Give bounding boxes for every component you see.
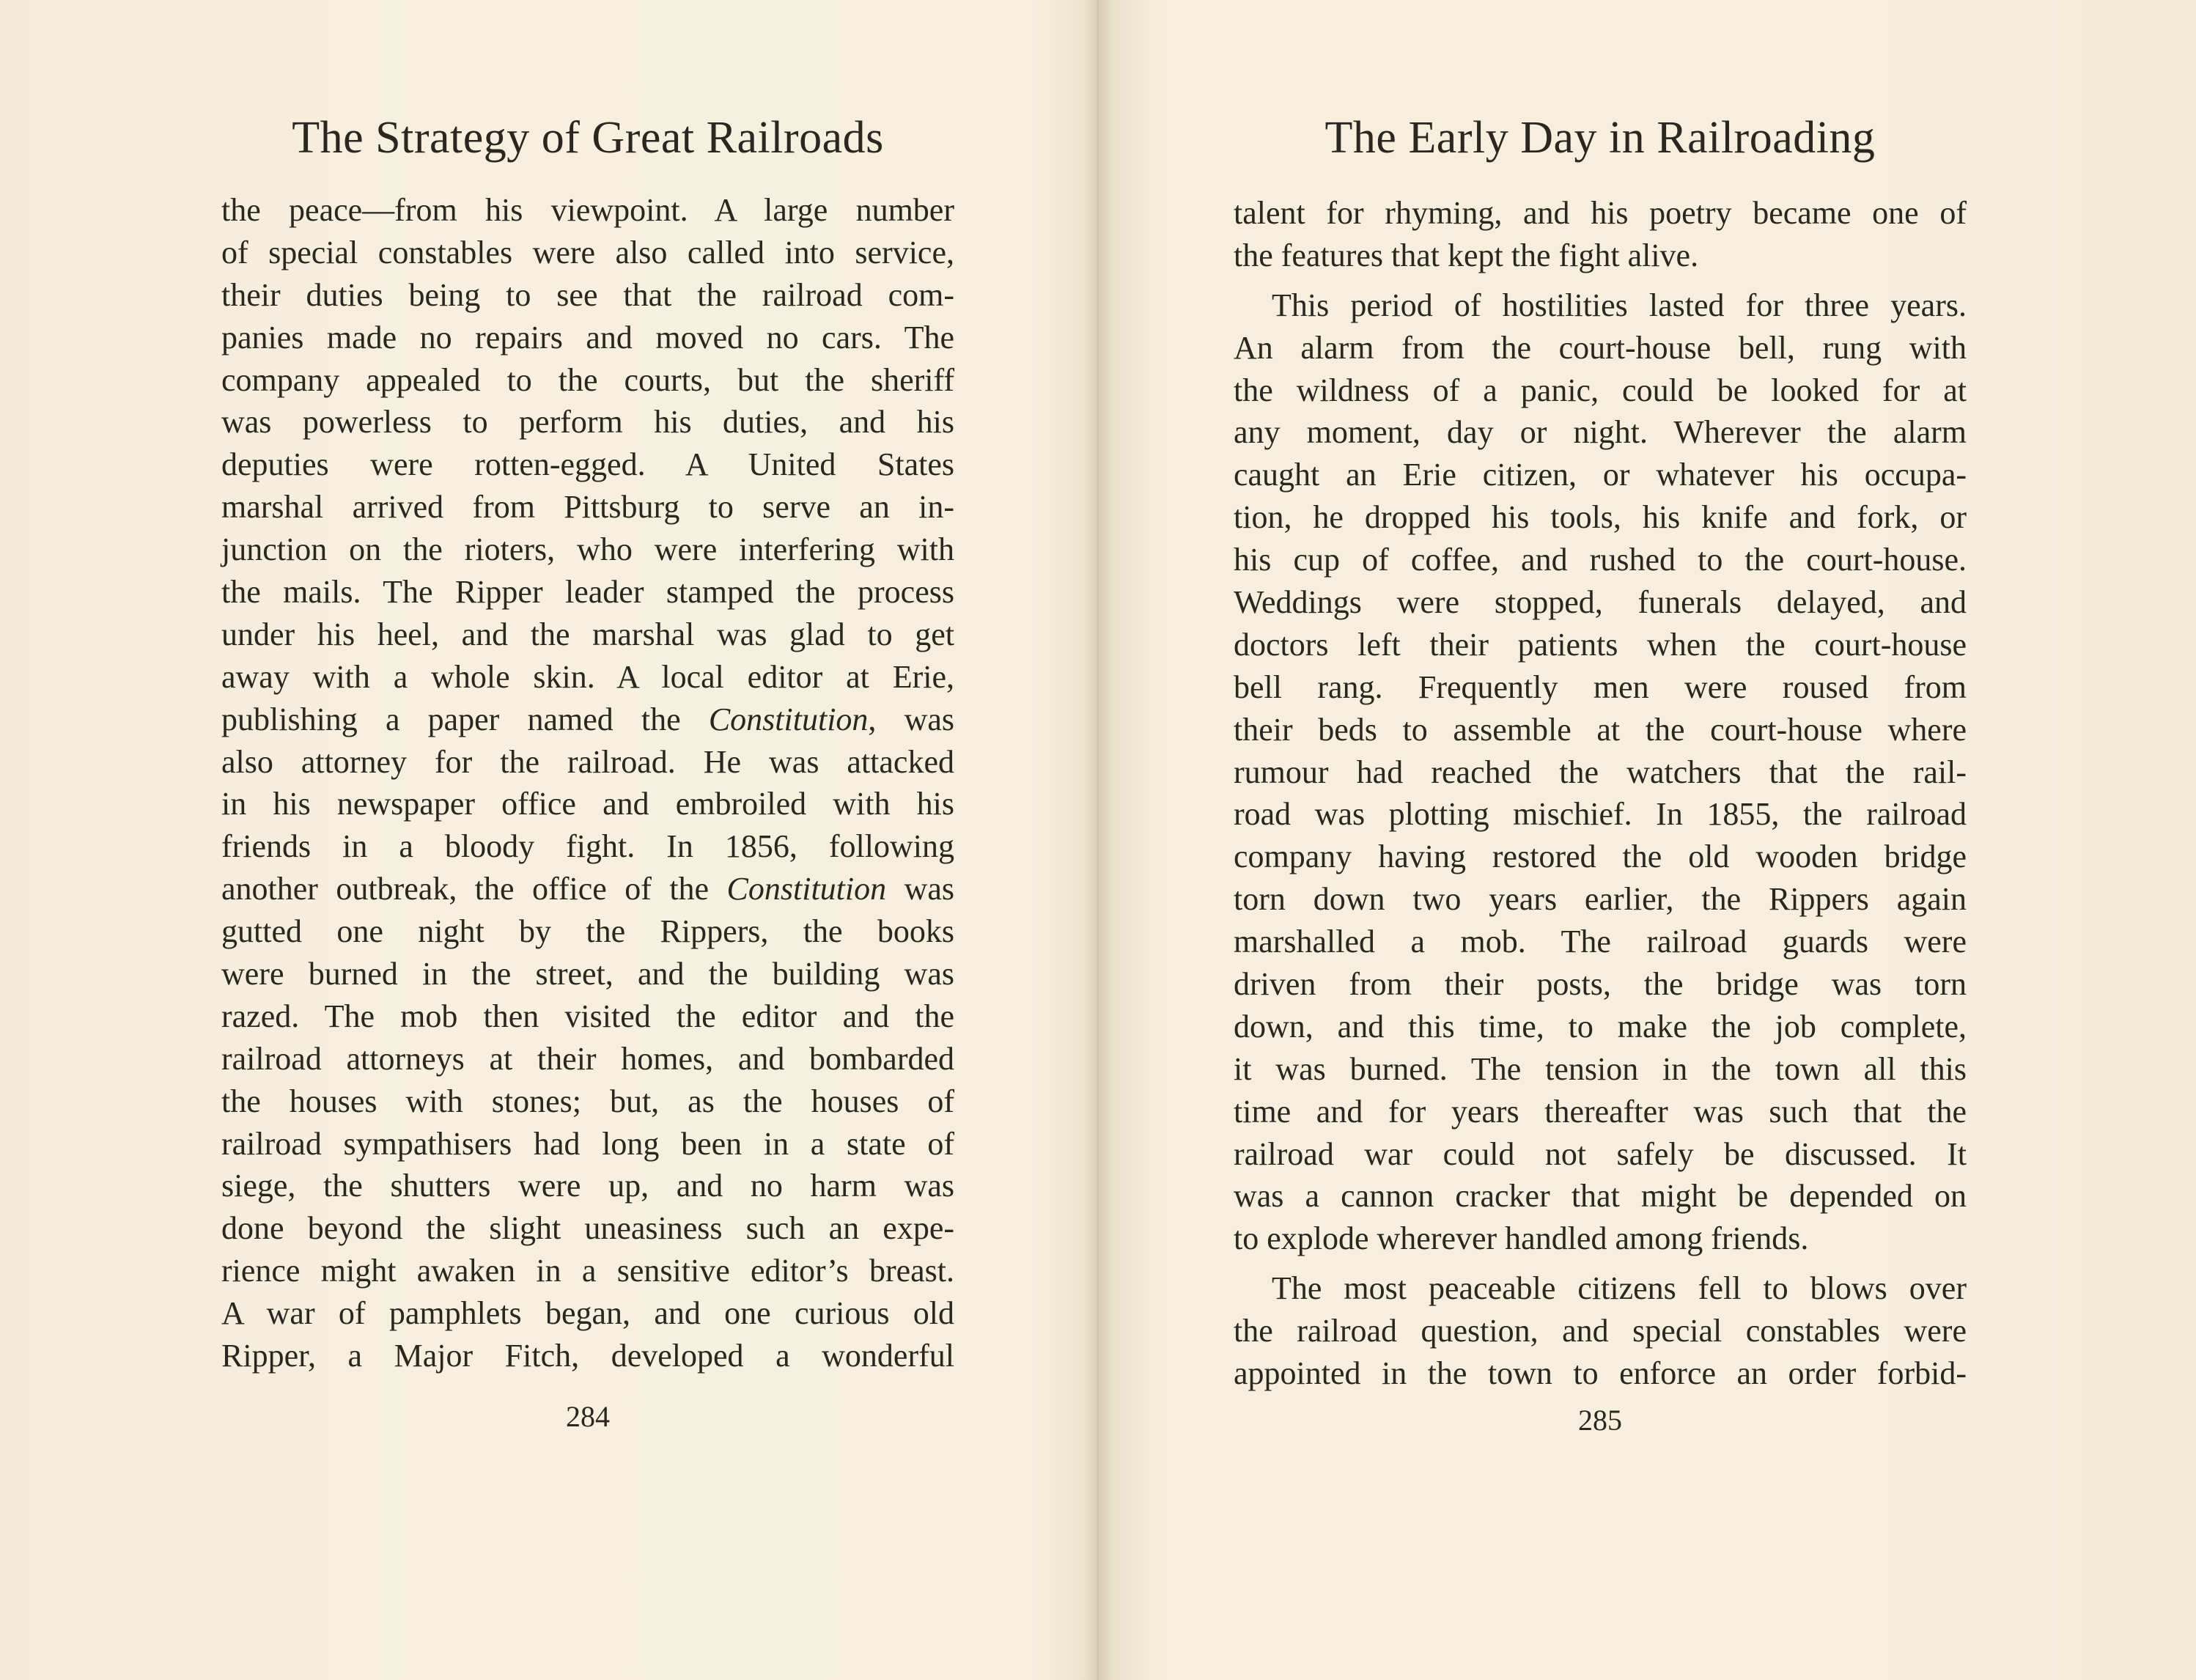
text-line: gutted one night by the Rippers, the books [221,913,954,950]
text-line: the mails. The Ripper leader stamped the process [221,574,954,611]
text-line: railroad war could not safely be discussed. It [1234,1135,1967,1172]
text-line: of special constables were also called into service, [221,234,954,270]
text-line: junction on the rioters, who were interfering with [221,531,954,568]
text-line: The most peaceable citizens fell to blows over [1272,1270,1967,1307]
right-page-text [1234,192,1967,1395]
text-line: appointed in the town to enforce an order forbid- [1234,1355,1967,1392]
text-line: done beyond the slight uneasiness such an expe- [221,1210,954,1247]
newspaper-title: Constitution [726,871,887,907]
right-running-head: The Early Day in Railroading [1324,113,1876,163]
text-line: marshal arrived from Pittsburg to serve an in- [221,489,954,526]
text-line: under his heel, and the marshal was glad to get [221,616,954,652]
text-line: was powerless to perform his duties, and his [221,404,954,441]
newspaper-title: Constitution [708,701,869,737]
text-line: An alarm from the court-house bell, rung with [1234,329,1967,366]
text-line: their duties being to see that the railroad com- [221,276,954,313]
text-line: razed. The mob then visited the editor and the [221,998,954,1034]
text-line: road was plotting mischief. In 1855, the railroad [1234,796,1967,833]
text-line: in his newspaper office and embroiled with his [221,786,954,822]
left-page-text [221,189,954,1377]
text-line: A war of pamphlets began, and one curious old [221,1295,954,1332]
text-line: it was burned. The tension in the town all this [1234,1050,1967,1087]
text-line: the peace—from his viewpoint. A large number [221,192,954,228]
text-line: railroad attorneys at their homes, and bombarded [221,1040,954,1077]
left-page-number: 284 [566,1400,610,1433]
text-line: torn down two years earlier, the Rippers again [1234,881,1967,918]
right-page-number: 285 [1578,1404,1622,1437]
text-line: company having restored the old wooden bridge [1234,839,1967,875]
text-line: to explode wherever handled among friends. [1234,1220,1809,1257]
text-line: deputies were rotten-egged. A United States [221,446,954,483]
text-line: another outbreak, the office of the Constitution was [221,871,955,907]
text-line: railroad sympathisers had long been in a state of [221,1125,954,1162]
left-running-head: The Strategy of Great Railroads [292,113,884,163]
text-line: the houses with stones; but, as the houses of [221,1083,954,1119]
text-line: marshalled a mob. The railroad guards were [1234,924,1967,960]
text-line: doctors left their patients when the court-house [1234,626,1967,663]
text-line: was a cannon cracker that might be depended on [1234,1178,1967,1215]
text-line: rience might awaken in a sensitive editor’s breast. [221,1253,954,1289]
text-line: Weddings were stopped, funerals delayed, and [1234,584,1967,621]
text-line: also attorney for the railroad. He was attacked [221,743,954,780]
text-line: driven from their posts, the bridge was torn [1234,966,1967,1003]
text-line: caught an Erie citizen, or whatever his occupa- [1234,457,1967,493]
text-line: down, and this time, to make the job complete, [1234,1008,1967,1045]
text-line: panies made no repairs and moved no cars. The [221,319,954,355]
text-line: This period of hostilities lasted for three years. [1272,287,1967,323]
text-line: time and for years thereafter was such that the [1234,1093,1967,1130]
text-line: rumour had reached the watchers that the rail- [1234,754,1967,790]
text-line: any moment, day or night. Wherever the alarm [1234,414,1967,451]
text-line: talent for rhyming, and his poetry became one of [1234,195,1967,231]
text-line: publishing a paper named the Constitution, was [221,701,954,737]
text-line: siege, the shutters were up, and no harm was [221,1168,954,1204]
text-line: his cup of coffee, and rushed to the court-house. [1234,542,1967,578]
book-gutter [1083,0,1113,1680]
text-line: friends in a bloody fight. In 1856, following [221,828,954,865]
text-line: Ripper, a Major Fitch, developed a wonderful [221,1338,954,1374]
text-line: tion, he dropped his tools, his knife and fork, or [1234,499,1967,536]
text-line: the wildness of a panic, could be looked for at [1234,372,1967,408]
text-line: the railroad question, and special constables were [1234,1313,1967,1349]
text-line: bell rang. Frequently men were roused from [1234,668,1967,705]
text-line: their beds to assemble at the court-house where [1234,711,1967,748]
text-line: the features that kept the fight alive. [1234,237,1699,273]
text-line: away with a whole skin. A local editor at Erie, [221,658,954,695]
text-line: company appealed to the courts, but the sheriff [221,361,954,398]
text-line: were burned in the street, and the building was [221,956,954,992]
